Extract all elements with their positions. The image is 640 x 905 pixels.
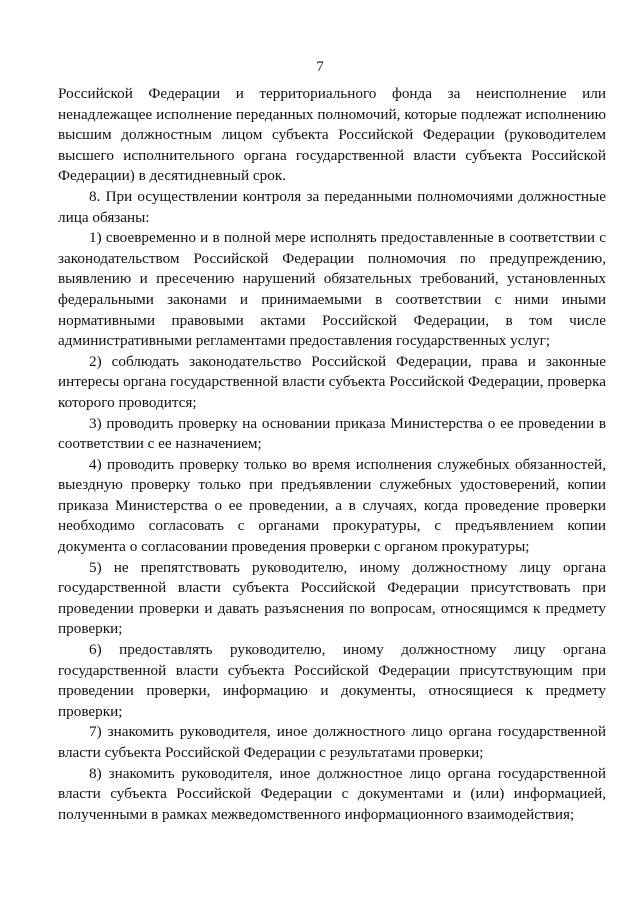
paragraph-subitem-4: 4) проводить проверку только во время исполнения служебных обязанностей, выездную проверку только при предъявлении служебных удостоверений, копии приказа Министерства о ее проведении, а в случаях, когда проведение проверки необходимо согласовать с органами прокуратуры, с предъявлением копии документа о согласовании проведения проверки с органом прокуратуры;: [58, 455, 606, 556]
document-body: [58, 84, 606, 825]
paragraph-subitem-1: 1) своевременно и в полной мере исполнять предоставленные в соответствии с законодательством Российской Федерации полномочия по предупреждению, выявлению и пресечению нарушений обязательных требований, установленных федеральными законами и принимаемыми в соответствии с ними иными нормативными правовыми актами Российской Федерации, в том числе административными регламентами предоставления государственных услуг;: [58, 229, 606, 350]
paragraph-item-8: 8. При осуществлении контроля за переданными полномочиями должностные лица обязаны:: [58, 187, 606, 226]
paragraph-subitem-8: 8) знакомить руководителя, иное должностное лицо органа государственной власти субъекта Российской Федерации с документами и (или) информацией, полученными в рамках межведомственного информационного взаимодействия;: [58, 764, 606, 823]
paragraph-subitem-3: 3) проводить проверку на основании приказа Министерства о ее проведении в соответствии с ее назначением;: [58, 414, 606, 453]
paragraph-subitem-2: 2) соблюдать законодательство Российской Федерации, права и законные интересы органа государственной власти субъекта Российской Федерации, проверка которого проводится;: [58, 352, 606, 411]
paragraph-subitem-7: 7) знакомить руководителя, иное должностного лицо органа государственной власти субъекта Российской Федерации с результатами проверки;: [58, 723, 606, 761]
paragraph-subitem-5: 5) не препятствовать руководителю, иному должностному лицу органа государственной власти субъекта Российской Федерации присутствовать при проведении проверки и давать разъяснения по вопросам, относящимся к предмету проверки;: [58, 558, 606, 638]
page-number: 7: [316, 59, 324, 75]
paragraph-continuation: Российской Федерации и территориального фонда за неисполнение или ненадлежащее исполнение переданных полномочий, которые подлежат исполнению высшим должностным лицом субъекта Российской Федерации (руководителем высшего исполнительного органа государственной власти субъекта Российской Федерации) в десятидневный срок.: [58, 85, 606, 185]
paragraph-subitem-6: 6) предоставлять руководителю, иному должностному лицу органа государственной власти субъекта Российской Федерации присутствующим при проведении проверки, информацию и документы, относящиеся к предмету проверки;: [58, 641, 606, 720]
